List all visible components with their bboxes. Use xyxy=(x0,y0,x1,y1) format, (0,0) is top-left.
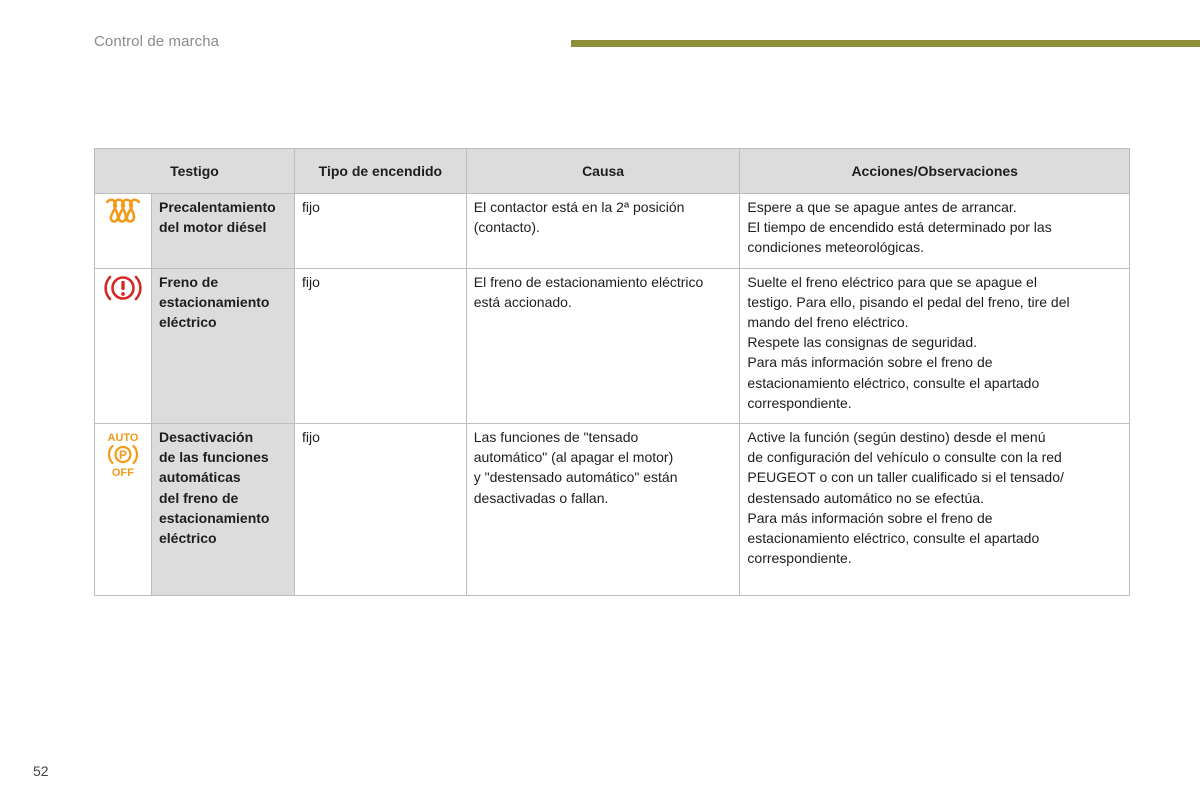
acciones-cell xyxy=(740,424,1130,596)
warning-lights-table xyxy=(94,148,1130,596)
acciones-line: destensado automático no se efectúa. xyxy=(747,489,985,506)
table-row xyxy=(95,424,1130,596)
table-row xyxy=(95,194,1130,269)
section-title: Control de marcha xyxy=(94,33,220,50)
causa-cell xyxy=(466,194,740,269)
acciones-line: estacionamiento eléctrico, consulte el apartado xyxy=(747,530,1040,547)
name-line: de las funciones xyxy=(158,449,269,466)
table-row xyxy=(95,268,1130,423)
auto-p-off-icon-top-text: AUTO xyxy=(107,432,139,445)
causa-line: desactivadas o fallan. xyxy=(473,489,609,506)
parking-brake-warning-icon xyxy=(104,291,142,307)
name-line: automáticas xyxy=(158,469,241,486)
page-number: 52 xyxy=(33,763,49,779)
warning-name-cell xyxy=(151,424,294,596)
name-line: Precalentamiento xyxy=(158,199,276,215)
causa-line: y "destensado automático" están xyxy=(473,469,678,486)
acciones-line: Para más información sobre el freno de xyxy=(747,509,993,526)
acciones-line: de configuración del vehículo o consulte con la red xyxy=(747,449,1062,466)
causa-cell xyxy=(466,424,740,596)
acciones-line: estacionamiento eléctrico, consulte el apartado xyxy=(747,374,1040,391)
name-line: eléctrico xyxy=(158,530,217,547)
acciones-line: correspondiente. xyxy=(747,550,852,567)
column-header-causa: Causa xyxy=(466,149,740,194)
acciones-line: testigo. Para ello, pisando el pedal del freno, tire del xyxy=(747,293,1070,310)
auto-p-off-icon-middle-text: P xyxy=(118,448,127,463)
causa-line: El freno de estacionamiento eléctrico xyxy=(473,273,704,290)
causa-line: automático" (al apagar el motor) xyxy=(473,449,674,466)
acciones-line: Active la función (según destino) desde el menú xyxy=(747,429,1046,446)
causa-line: (contacto). xyxy=(473,219,540,236)
name-line: eléctrico xyxy=(158,314,217,331)
auto-p-off-icon xyxy=(103,432,143,481)
auto-p-off-icon-bottom-text: OFF xyxy=(111,467,134,479)
acciones-line: Espere a que se apague antes de arrancar. xyxy=(747,199,1017,215)
name-line: Freno de xyxy=(158,273,219,290)
warning-name-cell xyxy=(151,194,294,269)
causa-cell xyxy=(466,268,740,423)
icon-cell xyxy=(95,268,152,423)
name-line: del freno de xyxy=(158,489,239,506)
tipo-cell: fijo xyxy=(294,424,466,596)
icon-cell xyxy=(95,194,152,269)
tipo-cell: fijo xyxy=(294,194,466,269)
icon-cell xyxy=(95,424,152,596)
acciones-line: Para más información sobre el freno de xyxy=(747,354,993,371)
acciones-line: PEUGEOT o con un taller cualificado si el tensado/ xyxy=(747,469,1064,486)
column-header-acciones: Acciones/Observaciones xyxy=(740,149,1130,194)
acciones-line: Suelte el freno eléctrico para que se apague el xyxy=(747,273,1037,290)
acciones-cell xyxy=(740,194,1130,269)
header-accent-bar xyxy=(571,40,1200,47)
acciones-line: condiciones meteorológicas. xyxy=(747,239,925,256)
preheating-coil-icon xyxy=(106,212,140,228)
acciones-cell xyxy=(740,268,1130,423)
acciones-line: Respete las consignas de seguridad. xyxy=(747,334,977,351)
tipo-cell: fijo xyxy=(294,268,466,423)
table-header-row xyxy=(95,149,1130,194)
warning-name-cell xyxy=(151,268,294,423)
causa-line: El contactor está en la 2ª posición xyxy=(473,199,685,215)
acciones-line: mando del freno eléctrico. xyxy=(747,314,909,331)
name-line: estacionamiento xyxy=(158,293,270,310)
name-line: Desactivación xyxy=(158,429,254,446)
causa-line: está accionado. xyxy=(473,293,572,310)
acciones-line: correspondiente. xyxy=(747,394,852,411)
name-line: estacionamiento xyxy=(158,509,270,526)
column-header-tipo: Tipo de encendido xyxy=(294,149,466,194)
causa-line: Las funciones de "tensado xyxy=(473,429,639,446)
column-header-testigo: Testigo xyxy=(95,149,295,194)
acciones-line: El tiempo de encendido está determinado por las xyxy=(747,219,1052,236)
name-line: del motor diésel xyxy=(158,219,267,236)
